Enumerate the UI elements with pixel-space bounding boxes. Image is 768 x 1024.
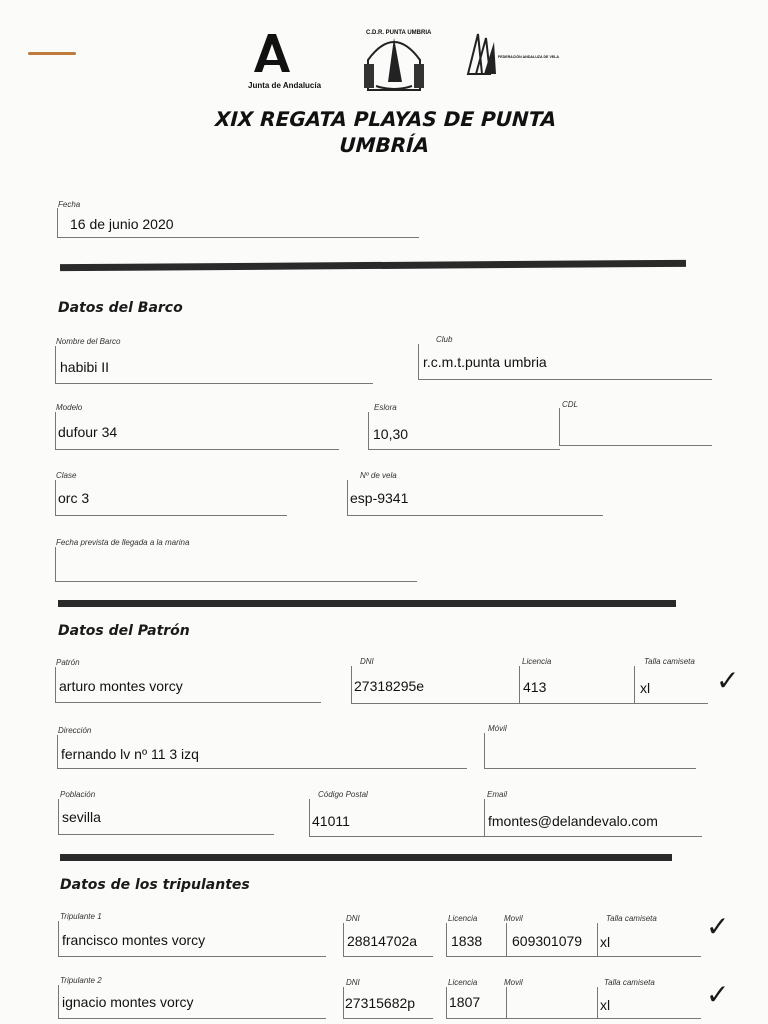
section-tripulantes-title: Datos de los tripulantes [60,877,250,893]
patron-label: Patrón [56,658,80,667]
junta-andalucia-logo [246,30,330,92]
cdl-field[interactable] [559,408,712,446]
tripulante1-licencia-value: 1838 [451,933,483,949]
title-line-1: XIX REGATA PLAYAS DE PUNTA [214,107,557,131]
federacion-vela-text: FEDERACIÓN ANDALUZA DE VELA [498,55,560,59]
patron-dni-value: 27318295e [354,678,425,694]
tripulante1-movil-value: 609301079 [512,933,583,949]
patron-licencia-value: 413 [523,679,547,695]
cp-value: 41011 [312,813,350,829]
direccion-value: fernando lv nº 11 3 izq [61,746,199,762]
tripulante2-talla-value: xl [600,997,611,1013]
clase-field[interactable] [55,480,287,516]
tripulante2-label: Tripulante 2 [60,976,102,985]
email-value: fmontes@delandevalo.com [488,813,658,829]
patron-dni-label: DNI [360,657,374,666]
tripulante1-talla-label: Talla camiseta [606,914,657,923]
email-label: Email [487,790,508,799]
divider-bar-3 [60,854,672,861]
patron-licencia-label: Licencia [522,657,552,666]
eslora-label: Eslora [374,403,397,412]
tripulante2-dni-label: DNI [346,978,360,987]
club-label: Club [436,335,453,344]
fecha-value: 16 de junio 2020 [70,216,174,232]
document-title [199,106,572,158]
direccion-label: Dirección [58,726,92,735]
tripulante1-label: Tripulante 1 [60,912,102,921]
club-value: r.c.m.t.punta umbria [423,354,547,370]
tripulante1-dni-label: DNI [346,914,360,923]
llegada-field[interactable] [55,547,417,582]
divider-bar-2 [58,600,676,607]
tripulante1-licencia-label: Licencia [448,914,478,923]
section-patron-title: Datos del Patrón [58,623,190,639]
movil-field[interactable] [484,733,696,769]
tripulante2-licencia-label: Licencia [448,978,478,987]
nombre-barco-value: habibi II [60,359,110,375]
cp-label: Código Postal [318,790,368,799]
modelo-label: Modelo [56,403,83,412]
patron-check-mark: ✓ [716,664,740,697]
vela-label: Nº de vela [360,471,397,480]
poblacion-value: sevilla [62,809,101,825]
tripulante1-value: francisco montes vorcy [62,932,206,948]
tripulante2-value: ignacio montes vorcy [62,994,194,1010]
fecha-label: Fecha [58,200,81,209]
tripulante1-dni-value: 28814702a [347,933,418,949]
modelo-value: dufour 34 [58,424,118,440]
divider-bar-1 [60,260,686,271]
nombre-barco-label: Nombre del Barco [56,337,121,346]
header-logos [0,20,768,100]
llegada-label: Fecha prevista de llegada a la marina [56,538,190,547]
tripulante2-dni-value: 27315682p [345,995,416,1011]
club-logo [358,20,430,96]
federacion-vela-logo [464,28,560,82]
tripulante1-movil-label: Movil [504,914,523,923]
tripulante2-talla-field[interactable] [597,987,701,1019]
movil-label: Móvil [488,724,507,733]
poblacion-label: Población [60,790,96,799]
clase-value: orc 3 [58,490,90,506]
eslora-value: 10,30 [373,426,409,442]
clase-label: Clase [56,471,77,480]
junta-andalucia-text: Junta de Andalucía [248,81,322,90]
tripulante1-talla-value: xl [600,934,611,950]
tripulante2-licencia-value: 1807 [449,994,481,1010]
club-logo-text: C.D.R. PUNTA UMBRIA [366,30,432,36]
vela-value: esp-9341 [350,490,409,506]
patron-talla-label: Talla camiseta [644,657,695,666]
patron-talla-value: xl [640,680,651,696]
tripulante1-check-mark: ✓ [706,910,730,943]
cdl-label: CDL [562,400,579,409]
tripulante2-movil-label: Movil [504,978,523,987]
tripulante2-movil-field[interactable] [506,987,598,1019]
title-line-2: UMBRÍA [338,133,430,157]
tripulante2-check-mark: ✓ [706,978,730,1011]
section-barco-title: Datos del Barco [58,300,183,316]
tripulante2-talla-label: Talla camiseta [604,978,655,987]
tripulante1-talla-field[interactable] [597,923,701,957]
patron-value: arturo montes vorcy [59,678,183,694]
